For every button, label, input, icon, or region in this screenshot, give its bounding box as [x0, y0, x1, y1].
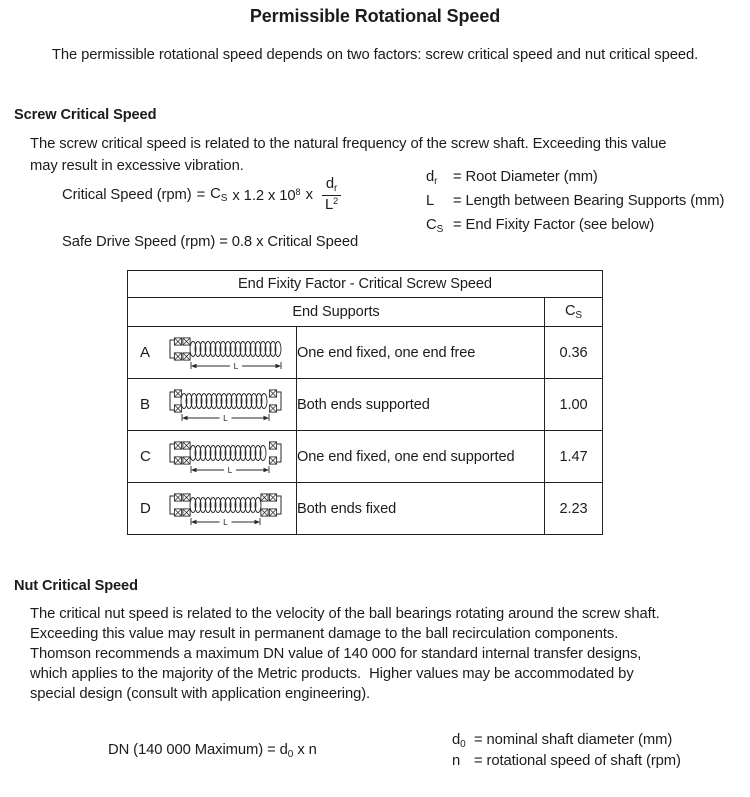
end-fixity-table [127, 270, 603, 535]
formula-lhs: Critical Speed (rpm) [62, 187, 192, 203]
definition-symbol: n [452, 753, 461, 769]
fixity-table-body [128, 271, 603, 535]
definition-text: = nominal shaft diameter (mm) [474, 732, 673, 748]
definition-text: = Root Diameter (mm) [453, 169, 598, 185]
cell-end-support [128, 431, 297, 483]
cell-description: One end fixed, one end free [297, 327, 545, 379]
body-line: may result in excessive vibration. [30, 157, 244, 174]
page-title: Permissible Rotational Speed [249, 6, 501, 26]
body-line: Exceeding this value may result in permanent damage to the ball recirculation components. [30, 626, 619, 642]
cell-cs-value: 0.36 [545, 327, 603, 379]
formula-coefficient: x 1.2 x $10^8$ [232, 186, 301, 204]
svg-text:L: L [223, 516, 228, 527]
screw-variable-definitions [426, 169, 724, 241]
nut-section-heading: Nut Critical Speed [14, 578, 138, 594]
definition-symbol: $d_r$ [426, 169, 438, 187]
end-support-diagram [168, 439, 283, 475]
cell-description: Both ends supported [297, 379, 545, 431]
fraction-numerator: $d_r$ [322, 176, 341, 196]
cell-description: One end fixed, one end supported [297, 431, 545, 483]
cell-cs-value: 1.47 [545, 431, 603, 483]
definition-row [426, 169, 724, 193]
cell-description: Both ends fixed [297, 483, 545, 535]
formula-cs-term: $C_S$ [210, 186, 228, 204]
body-line: The screw critical speed is related to the natural frequency of the screw shaft. Exceeding this value [30, 136, 667, 152]
screw-section-heading: Screw Critical Speed [14, 107, 157, 123]
nut-section-body [30, 604, 660, 704]
formula-fraction [322, 176, 341, 213]
end-support-diagram [168, 491, 283, 527]
table-row [128, 431, 603, 483]
cell-end-support [128, 327, 297, 379]
critical-speed-formula [62, 168, 341, 222]
body-line: Thomson recommends a maximum DN value of 140 000 for standard internal transfer designs, [30, 646, 642, 662]
cell-cs-value: 2.23 [545, 483, 603, 535]
definition-row [426, 193, 724, 217]
definition-row [426, 217, 724, 241]
formula-equals: = [196, 187, 206, 203]
definition-row [452, 753, 681, 774]
dn-formula-lhs: DN (140 000 Maximum) = $d_0$ x n [108, 742, 317, 760]
body-line: special design (consult with application engineering). [30, 686, 371, 702]
row-letter: C [140, 448, 151, 465]
svg-text:L: L [227, 464, 233, 475]
definition-row [452, 732, 681, 753]
table-row [128, 483, 603, 535]
definition-text: = Length between Bearing Supports (mm) [453, 193, 725, 209]
svg-text:L: L [223, 412, 228, 423]
formula-times: x [305, 187, 313, 203]
end-support-diagram [168, 335, 283, 371]
end-support-diagram [168, 387, 283, 423]
row-letter: B [140, 396, 150, 413]
table-title: End Fixity Factor - Critical Screw Speed [128, 271, 603, 298]
fraction-denominator: $L^2$ [325, 196, 339, 214]
table-row [128, 379, 603, 431]
definition-symbol: $d_0$ [452, 732, 466, 750]
cell-cs-value: 1.00 [545, 379, 603, 431]
nut-variable-definitions [452, 732, 681, 774]
cell-end-support [128, 379, 297, 431]
definition-text: = rotational speed of shaft (rpm) [474, 753, 681, 769]
column-header-cs: $C_S$ [545, 298, 603, 327]
svg-text:L: L [233, 360, 239, 371]
row-letter: D [140, 500, 151, 517]
definition-symbol: $C_S$ [426, 217, 444, 235]
safe-drive-speed-formula: Safe Drive Speed (rpm) = 0.8 x Critical Speed [62, 234, 359, 250]
dn-formula [108, 742, 317, 760]
definition-symbol: L [426, 193, 435, 209]
row-letter: A [140, 344, 150, 361]
definition-text: = End Fixity Factor (see below) [453, 217, 655, 233]
intro-text: The permissible rotational speed depends on two factors: screw critical speed and nut critical speed. [51, 47, 699, 63]
body-line: The critical nut speed is related to the velocity of the ball bearings rotating around the screw shaft. [30, 606, 660, 622]
table-row [128, 327, 603, 379]
body-line: which applies to the majority of the Metric products. Higher values may be accommodated by [30, 666, 634, 682]
column-header-end-supports: End Supports [128, 298, 545, 327]
cell-end-support [128, 483, 297, 535]
